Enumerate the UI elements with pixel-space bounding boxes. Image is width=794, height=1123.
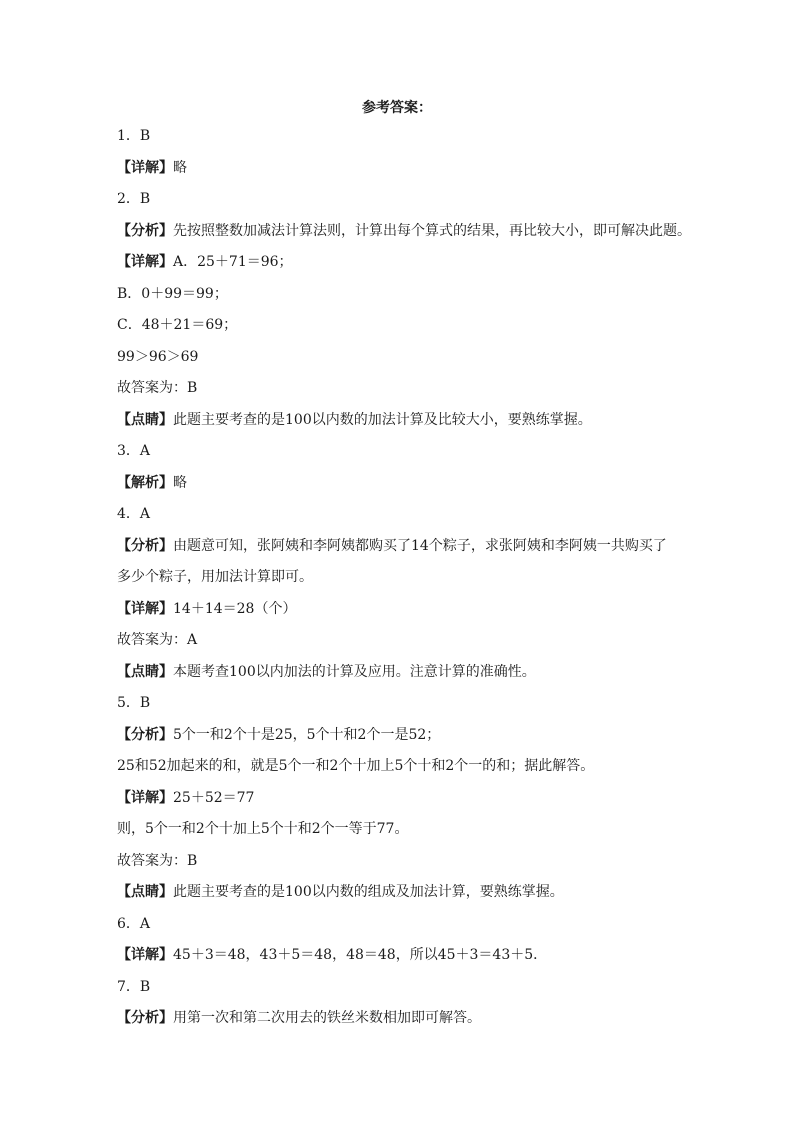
answer-line xyxy=(117,531,687,563)
answer-line xyxy=(117,877,687,909)
section-tag: 【分析】 xyxy=(117,1010,173,1026)
answer-line xyxy=(117,562,687,594)
section-tag: 【详解】 xyxy=(117,789,173,806)
answer-line xyxy=(117,216,691,248)
answer-content xyxy=(117,121,691,1035)
section-tag: 【详解】 xyxy=(117,947,173,963)
line-text: 45＋3＝48，43＋5＝48，48＝48，所以45＋3＝43＋5． xyxy=(173,947,548,963)
line-text: 2．B xyxy=(117,191,151,207)
line-text: B．0＋99＝99； xyxy=(117,285,228,302)
answer-line xyxy=(117,909,687,941)
line-text: 多少个粽子，用加法计算即可。 xyxy=(117,569,313,585)
line-text: 故答案为：B xyxy=(117,380,198,396)
section-tag: 【解析】 xyxy=(117,474,173,491)
answer-line xyxy=(117,972,687,1004)
answer-line xyxy=(117,405,687,437)
answer-line xyxy=(117,468,687,500)
answer-line xyxy=(117,783,687,815)
answer-line xyxy=(117,247,687,279)
answer-line xyxy=(117,499,687,531)
line-text: 14＋14＝28（个） xyxy=(173,600,297,617)
answer-line xyxy=(117,751,687,783)
answer-line xyxy=(117,279,687,311)
answer-line xyxy=(117,153,687,185)
answer-line xyxy=(117,814,687,846)
line-text: 4．A xyxy=(117,506,151,522)
section-tag: 【详解】 xyxy=(117,254,173,270)
section-tag: 【分析】 xyxy=(117,222,173,239)
line-text: 5．B xyxy=(117,695,151,711)
answer-line xyxy=(117,625,687,657)
line-text: 此题主要考查的是100以内数的加法计算及比较大小，要熟练掌握。 xyxy=(173,411,592,428)
section-tag: 【点睛】 xyxy=(117,663,173,680)
line-text: 99＞96＞69 xyxy=(117,348,199,365)
answer-line xyxy=(117,373,687,405)
line-text: 25和52加起来的和，就是5个一和2个十加上5个十和2个一的和；据此解答。 xyxy=(117,758,595,774)
line-text: 1．B xyxy=(117,128,151,144)
line-text: 5个一和2个十是25，5个十和2个一是52； xyxy=(173,726,441,743)
line-text: 此题主要考查的是100以内数的组成及加法计算，要熟练掌握。 xyxy=(173,884,564,900)
answer-line xyxy=(117,436,687,468)
answer-line xyxy=(117,657,687,689)
answer-line xyxy=(117,342,687,374)
page-title: 参考答案： xyxy=(362,100,432,116)
line-text: 用第一次和第二次用去的铁丝米数相加即可解答。 xyxy=(173,1010,481,1026)
line-text: 7．B xyxy=(117,978,151,995)
line-text: C．48＋21＝69； xyxy=(117,317,238,333)
answer-line xyxy=(117,184,687,216)
line-text: 25＋52＝77 xyxy=(173,789,255,806)
line-text: 先按照整数加减法计算法则，计算出每个算式的结果，再比较大小，即可解决此题。 xyxy=(173,222,691,239)
answer-line xyxy=(117,310,687,342)
answer-line xyxy=(117,594,687,626)
line-text: 由题意可知，张阿姨和李阿姨都购买了14个粽子，求张阿姨和李阿姨一共购买了 xyxy=(173,537,667,554)
line-text: 本题考查100以内加法的计算及应用。注意计算的准确性。 xyxy=(173,663,536,680)
line-text: 略 xyxy=(173,159,187,176)
section-tag: 【分析】 xyxy=(117,726,173,743)
answer-line xyxy=(117,940,687,972)
line-text: 故答案为：A xyxy=(117,632,198,648)
answer-line xyxy=(117,720,687,752)
section-tag: 【详解】 xyxy=(117,600,173,617)
line-text: A．25＋71＝96； xyxy=(173,254,293,270)
section-tag: 【点睛】 xyxy=(117,884,173,900)
section-tag: 【点睛】 xyxy=(117,411,173,428)
line-text: 略 xyxy=(173,474,187,491)
section-tag: 【详解】 xyxy=(117,159,173,176)
answer-line xyxy=(117,1003,687,1035)
line-text: 3．A xyxy=(117,443,151,459)
line-text: 6．A xyxy=(117,915,151,932)
line-text: 故答案为：B xyxy=(117,852,198,869)
answer-line xyxy=(117,846,687,878)
answer-line xyxy=(117,121,687,153)
answer-line xyxy=(117,688,687,720)
line-text: 则，5个一和2个十加上5个十和2个一等于77。 xyxy=(117,821,409,837)
section-tag: 【分析】 xyxy=(117,537,173,554)
